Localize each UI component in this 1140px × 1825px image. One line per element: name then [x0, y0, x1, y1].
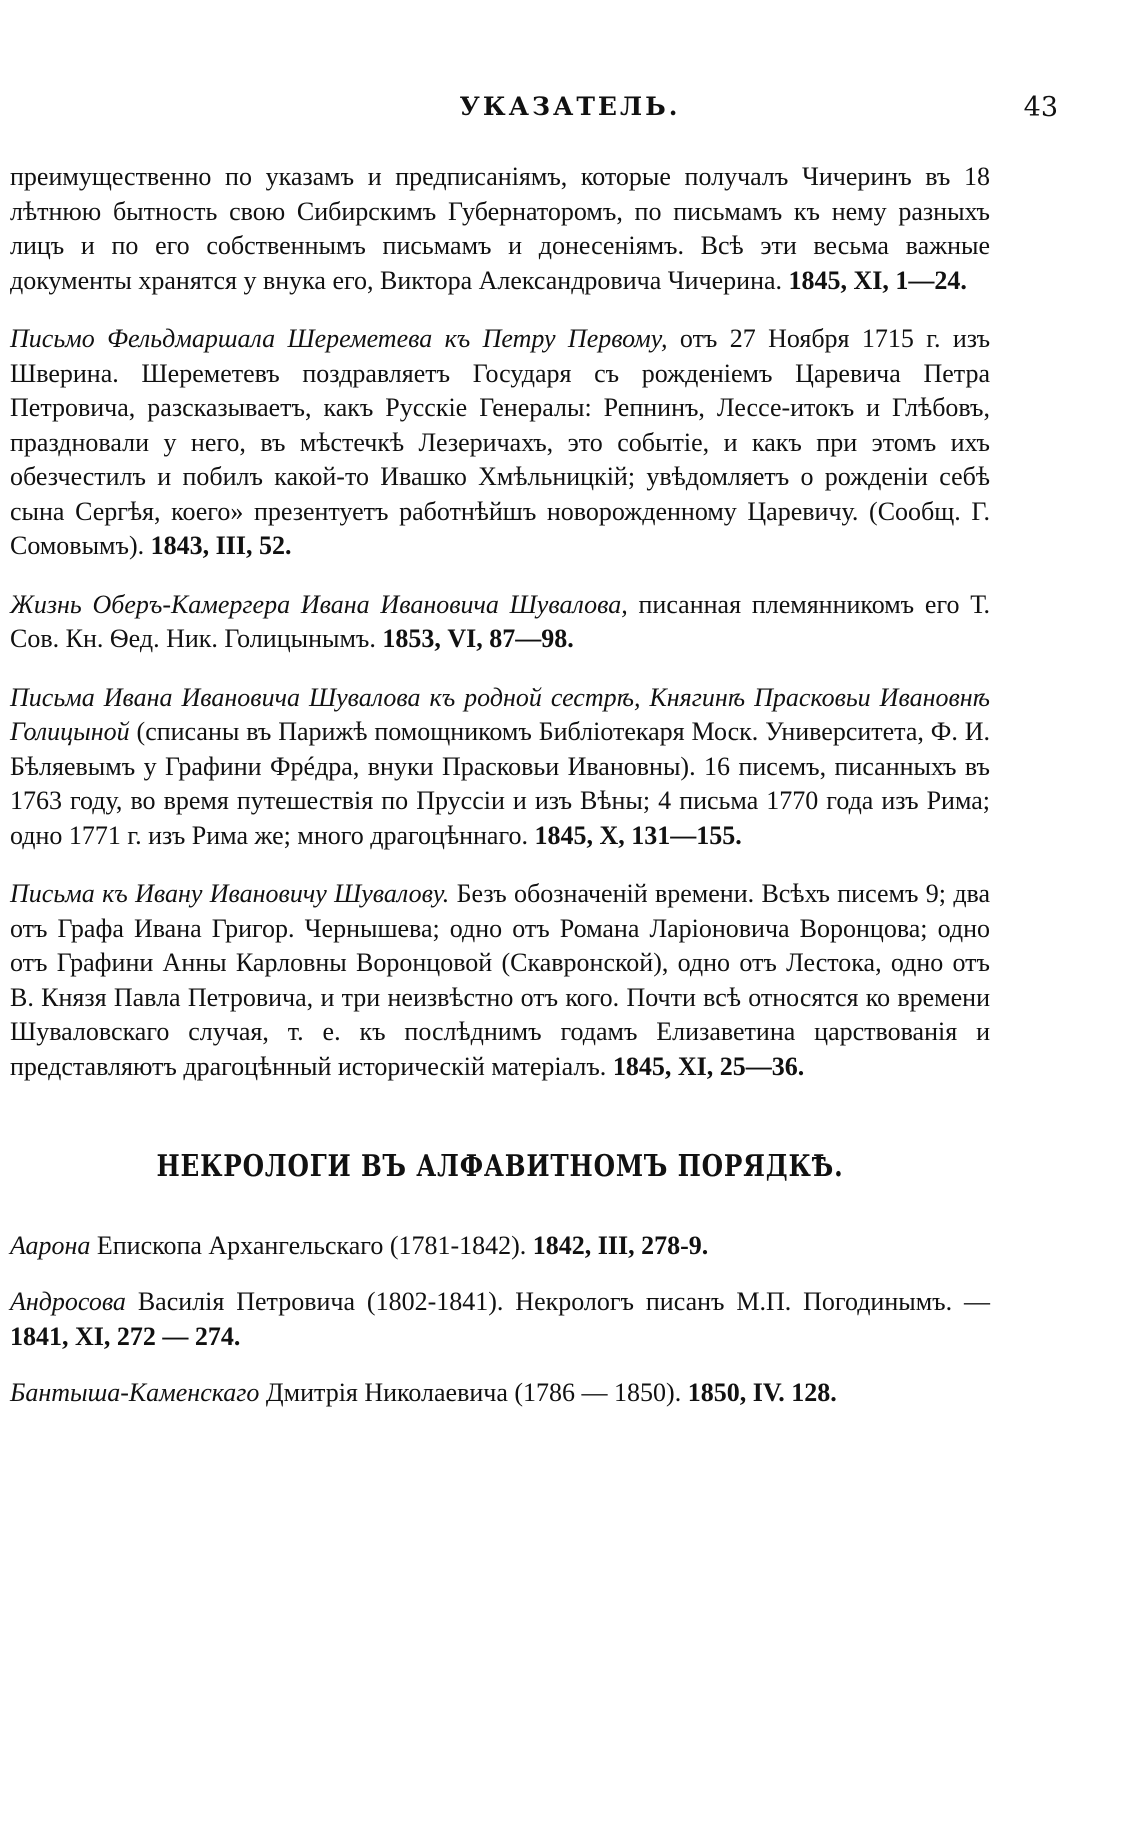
entry-text: Дмитрія Николаевича (1786 — 1850). — [265, 1378, 682, 1407]
necrology-list — [10, 1229, 990, 1411]
entry-text: Безъ обозначеній времени. Всѣхъ писемъ 9; два отъ Графа Ивана Григор. Чернышева; одно отъ Романа Ларіоновича Воронцова; одно отъ Графини Анны Карловны Воронцовой (Скавронской), одно отъ Лестока, одно отъ В. Князя Павла Петровича, и три неизвѣстно отъ кого. Почти всѣ относятся ко времени Шуваловскаго случая, т. е. къ послѣднимъ годамъ Елизаветина царствованія и представляютъ драгоцѣнный историческій матеріалъ. — [10, 879, 991, 1081]
entry-text: преимущественно по указамъ и предписаніямъ, которые получалъ Чичеринъ въ 18 лѣтнюю бытность свою Сибирскимъ Губернаторомъ, по письмамъ къ нему разныхъ лицъ и по его собственнымъ письмамъ и донесеніямъ. Всѣ эти весьма важные документы хранятся у внука его, Виктора Александровича Чичерина. — [10, 162, 990, 295]
entry-title: Андросова — [10, 1287, 126, 1316]
page-body — [10, 160, 990, 1433]
entry-title: Письмо Фельдмаршала Шереметева къ Петру Первому, — [10, 324, 668, 353]
entry-title: Жизнь Оберъ-Камергера Ивана Ивановича Шувалова, — [10, 589, 628, 619]
entry-reference: 1853, VI, 87—98. — [382, 624, 574, 653]
entry-title: Аарона — [10, 1230, 91, 1260]
entry-text: отъ 27 Ноября 1715 г. изъ Шверина. Шереметевъ поздравляетъ Государя съ рожденіемъ Царевича Петра Петровича, разсказываетъ, какъ Русскіе Генералы: Репнинъ, Лессе-итокъ и Глѣбовъ, праздновали у него, въ мѣстечкѣ Лезеричахъ, это событіе, и какъ при этомъ ихъ обезчестилъ и побилъ какой-то Ивашко Хмѣльницкій; увѣдомляетъ о рожденіи себѣ сына Сергѣя, коего» презентуетъ работнѣйшъ новорожденному Царевичу. (Сообщ. Г. Сомовымъ). — [10, 324, 991, 560]
entry-title: Письма Ивана Ивановича Шувалова къ родной сестрѣ, Княгинѣ Прасковьи Ивановнѣ Голицыной — [10, 682, 990, 746]
running-title: УКАЗАТЕЛЬ. — [459, 92, 681, 121]
index-entry — [10, 681, 990, 854]
running-head — [0, 92, 1140, 132]
entry-text: Василія Петровича (1802-1841). Некрологъ писанъ М.П. Погодинымъ. — — [137, 1287, 991, 1316]
necrology-entry — [10, 1376, 990, 1411]
entry-title: Бантыша-Каменскаго — [10, 1378, 260, 1407]
necrology-entry — [10, 1229, 990, 1264]
entry-text: Епископа Архангельскаго (1781-1842). — [96, 1230, 527, 1260]
index-entry — [10, 322, 990, 564]
entry-text: (списаны въ Парижѣ помощникомъ Библіотекаря Моск. Университета, Ф. И. Бѣляевымъ у Графини Фрéдра, внуки Прасковьи Ивановны). 16 писемъ, писанныхъ въ 1763 году, во время путешествія по Пруссіи и изъ Вѣны; 4 письма 1770 года изъ Рима; одно 1771 г. изъ Рима же; много драгоцѣннаго. — [10, 717, 990, 850]
index-entry — [10, 877, 990, 1084]
entry-title: Письма къ Ивану Ивановичу Шувалову. — [10, 879, 450, 908]
entry-reference: 1845, X, 131—155. — [534, 820, 742, 850]
entry-reference: 1845, XI, 25—36. — [612, 1051, 805, 1081]
page-number: 43 — [1023, 92, 1058, 123]
entry-reference: 1843, III, 52. — [150, 531, 292, 560]
section-heading: НЕКРОЛОГИ ВЪ АЛФАВИТНОМЪ ПОРЯДКѢ. — [156, 1149, 844, 1184]
index-entry — [10, 160, 990, 298]
entry-reference: 1850, IV. 128. — [687, 1378, 837, 1407]
entry-text: писанная племянникомъ его Т. Сов. Кн. Ѳед. Ник. Голицынымъ. — [10, 589, 991, 653]
index-entry — [10, 588, 990, 657]
entry-reference: 1845, XI, 1—24. — [788, 265, 967, 295]
entry-reference: 1842, III, 278-9. — [532, 1230, 709, 1260]
necrology-entry — [10, 1285, 990, 1354]
entry-reference: 1841, XI, 272 — 274. — [10, 1321, 241, 1351]
